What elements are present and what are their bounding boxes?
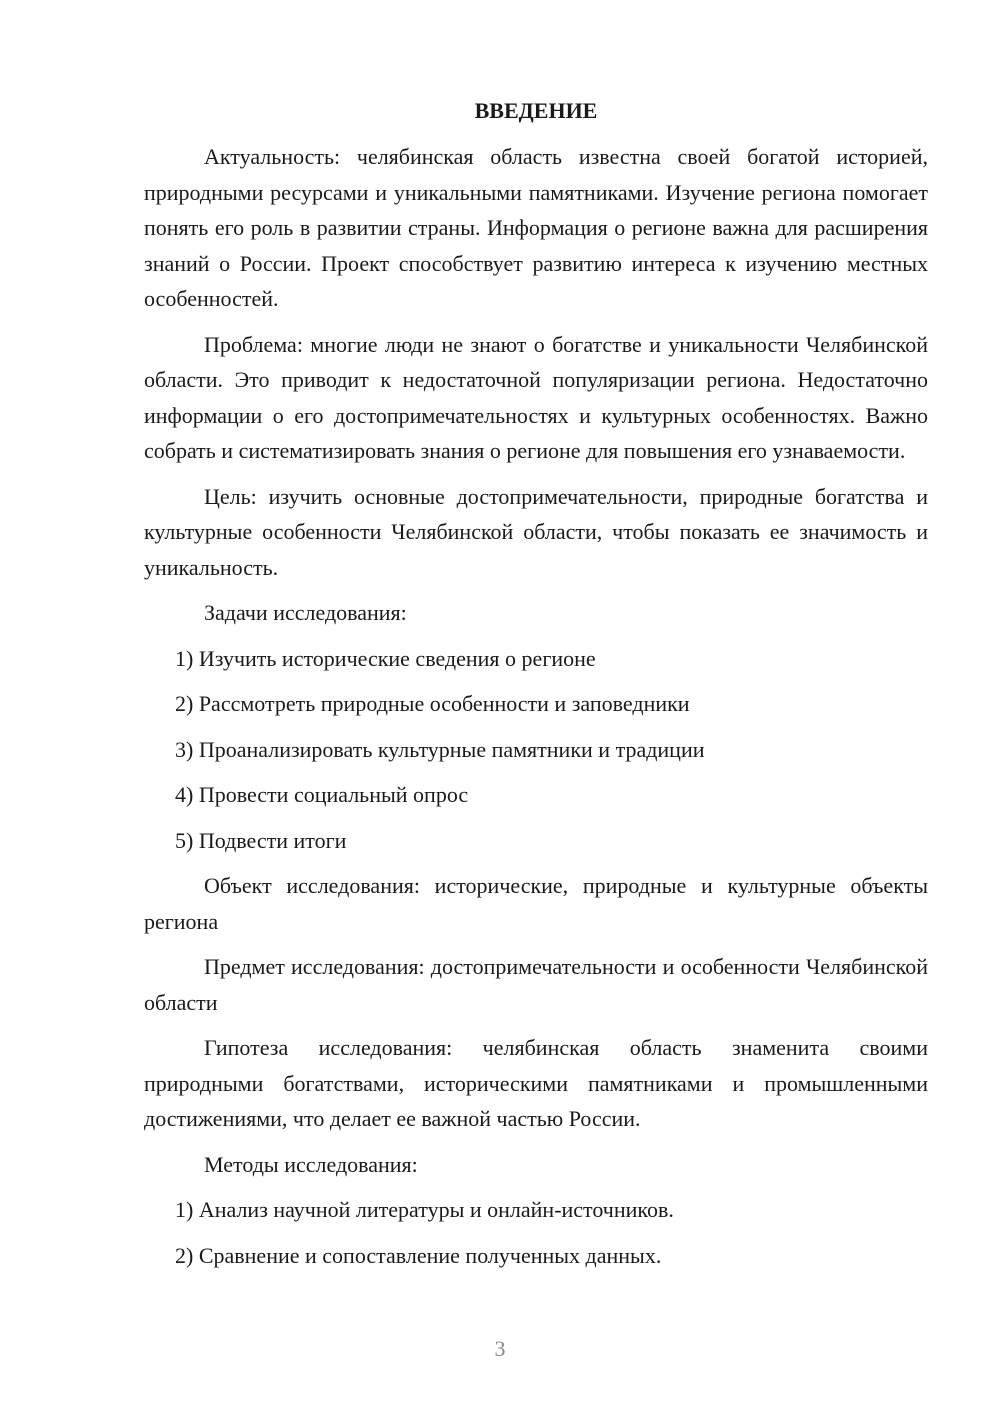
document-page: [144, 96, 928, 1283]
problem-paragraph: Проблема: многие люди не знают о богатстве и уникальности Челябинской области. Это приводит к недостаточной популяризации региона. Недостаточно информации о его достопримечательностях и культурных особенностях. Важно собрать и систематизировать знания о регионе для повышения его узнаваемости.: [144, 331, 928, 463]
hypothesis-paragraph: Гипотеза исследования: челябинская область знаменита своими природными богатствами, историческими памятниками и промышленными достижениями, что делает ее важной частью России.: [144, 1035, 928, 1131]
task-item: 1) Изучить исторические сведения о регионе: [175, 645, 596, 671]
methods-heading: Методы исследования:: [204, 1151, 418, 1177]
goal-paragraph: Цель: изучить основные достопримечательности, природные богатства и культурные особенности Челябинской области, чтобы показать ее значимость и уникальность.: [144, 483, 928, 580]
object-paragraph: Объект исследования: исторические, природные и культурные объекты региона: [144, 873, 928, 934]
relevance-paragraph: Актуальность: челябинская область известна своей богатой историей, природными ресурсами и уникальными памятниками. Изучение региона помогает понять его роль в развитии страны. Информация о регионе важна для расширения знаний о России. Проект способствует развитию интереса к изучению местных особенностей.: [144, 144, 928, 311]
tasks-heading: Задачи исследования:: [204, 600, 407, 625]
task-item: 4) Провести социальный опрос: [175, 782, 469, 807]
task-item: 5) Подвести итоги: [175, 827, 347, 853]
section-title: ВВЕДЕНИЕ: [474, 98, 598, 123]
page-number: 3: [494, 1336, 506, 1361]
task-item: 2) Рассмотреть природные особенности и заповедники: [175, 691, 690, 716]
method-item: 2) Сравнение и сопоставление полученных данных.: [175, 1242, 662, 1268]
method-item: 1) Анализ научной литературы и онлайн-источников.: [175, 1197, 674, 1222]
subject-paragraph: Предмет исследования: достопримечательности и особенности Челябинской области: [144, 954, 928, 1015]
task-item: 3) Проанализировать культурные памятники и традиции: [175, 736, 705, 762]
